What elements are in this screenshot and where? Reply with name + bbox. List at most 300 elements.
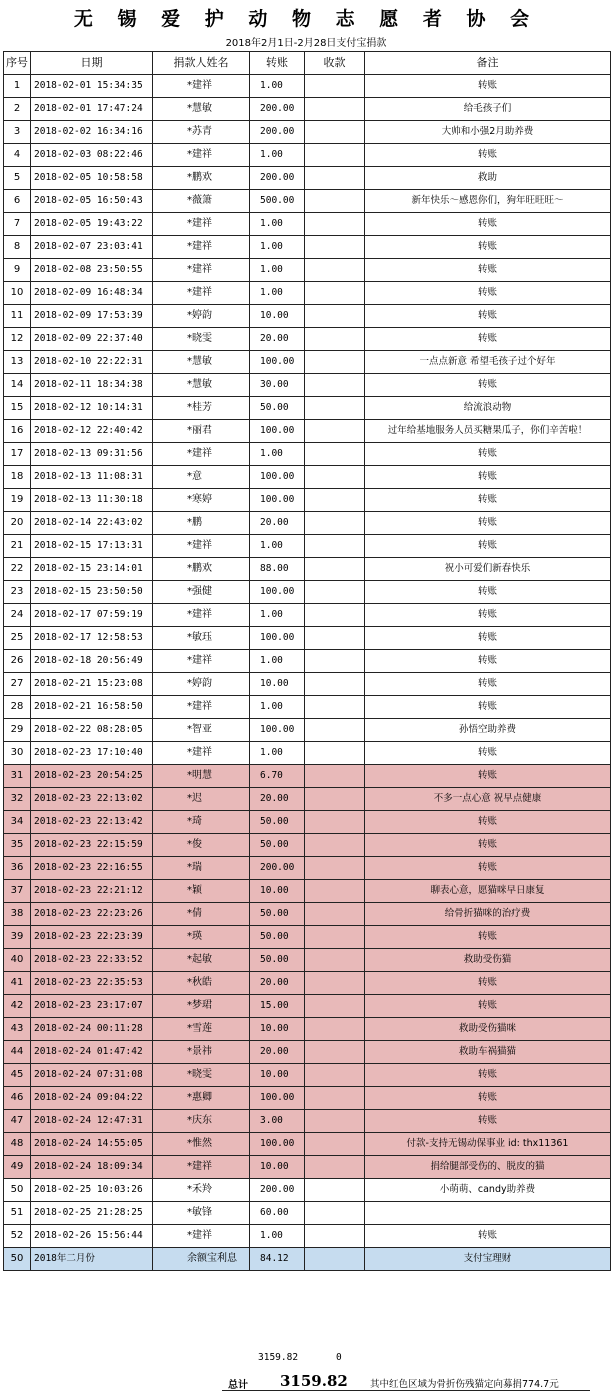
row-donor-name: *建祥	[153, 144, 250, 167]
row-donor-name: *建祥	[153, 282, 250, 305]
row-remark: 孙悟空助养费	[365, 719, 611, 742]
row-date: 2018-02-01 15:34:35	[31, 75, 153, 98]
row-donor-name: *起敏	[153, 949, 250, 972]
row-date: 2018-02-05 10:58:58	[31, 167, 153, 190]
row-date: 2018-02-22 08:28:05	[31, 719, 153, 742]
row-transfer-amount: 88.00	[250, 558, 305, 581]
table-row	[4, 98, 611, 121]
row-index: 16	[4, 420, 31, 443]
row-remark: 大帅和小强2月助养费	[365, 121, 611, 144]
row-index: 24	[4, 604, 31, 627]
row-date: 2018-02-15 17:13:31	[31, 535, 153, 558]
row-date: 2018-02-23 22:13:42	[31, 811, 153, 834]
row-received	[305, 1087, 365, 1110]
row-transfer-amount: 100.00	[250, 466, 305, 489]
row-remark: 不多一点心意 祝早点健康	[365, 788, 611, 811]
table-row	[4, 213, 611, 236]
row-remark: 转账	[365, 236, 611, 259]
row-index: 30	[4, 742, 31, 765]
table-row	[4, 765, 611, 788]
row-remark: 转账	[365, 604, 611, 627]
table-row	[4, 949, 611, 972]
table-row	[4, 581, 611, 604]
row-remark: 转账	[365, 926, 611, 949]
row-donor-name: *景祎	[153, 1041, 250, 1064]
row-remark: 给骨折猫咪的治疗费	[365, 903, 611, 926]
row-donor-name: *晓雯	[153, 1064, 250, 1087]
row-received	[305, 489, 365, 512]
row-remark: 转账	[365, 627, 611, 650]
row-transfer-amount: 3.00	[250, 1110, 305, 1133]
row-index: 50	[4, 1179, 31, 1202]
row-date: 2018-02-08 23:50:55	[31, 259, 153, 282]
row-transfer-amount: 200.00	[250, 857, 305, 880]
row-transfer-amount: 1.00	[250, 443, 305, 466]
table-row	[4, 1225, 611, 1248]
row-remark: 转账	[365, 742, 611, 765]
row-date: 2018-02-17 12:58:53	[31, 627, 153, 650]
row-index: 31	[4, 765, 31, 788]
row-index: 51	[4, 1202, 31, 1225]
row-transfer-amount: 15.00	[250, 995, 305, 1018]
row-remark: 转账	[365, 443, 611, 466]
row-received	[305, 1110, 365, 1133]
row-transfer-amount: 1.00	[250, 1225, 305, 1248]
row-transfer-amount: 1.00	[250, 259, 305, 282]
table-row	[4, 926, 611, 949]
table-row	[4, 1087, 611, 1110]
row-index: 29	[4, 719, 31, 742]
row-received	[305, 1133, 365, 1156]
row-date: 2018-02-23 22:23:26	[31, 903, 153, 926]
table-row	[4, 535, 611, 558]
row-remark: 聊表心意，愿猫咪早日康复	[365, 880, 611, 903]
row-received	[305, 121, 365, 144]
row-donor-name: *颖	[153, 880, 250, 903]
row-remark: 转账	[365, 305, 611, 328]
row-index: 27	[4, 673, 31, 696]
table-row	[4, 903, 611, 926]
table-footer	[0, 1346, 612, 1391]
row-received	[305, 443, 365, 466]
row-index: 41	[4, 972, 31, 995]
row-index: 8	[4, 236, 31, 259]
row-date: 2018-02-24 01:47:42	[31, 1041, 153, 1064]
row-received	[305, 1179, 365, 1202]
row-date: 2018-02-23 17:10:40	[31, 742, 153, 765]
row-date: 2018-02-03 08:22:46	[31, 144, 153, 167]
row-date: 2018年二月份	[31, 1248, 153, 1271]
row-transfer-amount: 10.00	[250, 673, 305, 696]
row-index: 14	[4, 374, 31, 397]
row-donor-name: *晓雯	[153, 328, 250, 351]
row-date: 2018-02-23 22:16:55	[31, 857, 153, 880]
row-remark: 转账	[365, 259, 611, 282]
row-transfer-amount: 10.00	[250, 1064, 305, 1087]
row-index: 35	[4, 834, 31, 857]
row-donor-name: *倩	[153, 903, 250, 926]
row-transfer-amount: 100.00	[250, 719, 305, 742]
row-date: 2018-02-13 11:30:18	[31, 489, 153, 512]
row-remark: 救助车祸猫猫	[365, 1041, 611, 1064]
row-donor-name: *建祥	[153, 650, 250, 673]
row-index: 10	[4, 282, 31, 305]
received-sum: 0	[336, 1352, 342, 1363]
header-received: 收款	[305, 52, 365, 75]
row-donor-name: *婷韵	[153, 673, 250, 696]
row-received	[305, 696, 365, 719]
row-received	[305, 765, 365, 788]
row-received	[305, 1202, 365, 1225]
row-index: 20	[4, 512, 31, 535]
row-received	[305, 949, 365, 972]
row-remark: 转账	[365, 1110, 611, 1133]
row-received	[305, 581, 365, 604]
row-date: 2018-02-10 22:22:31	[31, 351, 153, 374]
table-row	[4, 1248, 611, 1271]
row-donor-name: *禾羚	[153, 1179, 250, 1202]
row-remark: 付款-支持无锡动保事业 id: thx11361	[365, 1133, 611, 1156]
row-received	[305, 1156, 365, 1179]
row-received	[305, 167, 365, 190]
row-received	[305, 834, 365, 857]
row-received	[305, 627, 365, 650]
header-transfer: 转账	[250, 52, 305, 75]
table-row	[4, 880, 611, 903]
row-received	[305, 282, 365, 305]
row-index: 23	[4, 581, 31, 604]
table-row	[4, 1041, 611, 1064]
row-transfer-amount: 20.00	[250, 328, 305, 351]
row-donor-name: *桂芳	[153, 397, 250, 420]
table-row	[4, 719, 611, 742]
table-row	[4, 489, 611, 512]
table-row	[4, 742, 611, 765]
row-date: 2018-02-18 20:56:49	[31, 650, 153, 673]
row-received	[305, 305, 365, 328]
row-received	[305, 926, 365, 949]
row-remark: 转账	[365, 995, 611, 1018]
row-remark: 转账	[365, 144, 611, 167]
row-index: 39	[4, 926, 31, 949]
row-donor-name: *建祥	[153, 75, 250, 98]
row-donor-name: *建祥	[153, 1156, 250, 1179]
row-received	[305, 650, 365, 673]
row-received	[305, 880, 365, 903]
row-remark: 转账	[365, 489, 611, 512]
row-donor-name: *鹏欢	[153, 558, 250, 581]
row-index: 44	[4, 1041, 31, 1064]
row-date: 2018-02-23 22:23:39	[31, 926, 153, 949]
row-received	[305, 1018, 365, 1041]
row-remark: 转账	[365, 328, 611, 351]
row-index: 22	[4, 558, 31, 581]
row-date: 2018-02-23 22:21:12	[31, 880, 153, 903]
row-transfer-amount: 20.00	[250, 972, 305, 995]
row-transfer-amount: 100.00	[250, 351, 305, 374]
row-transfer-amount: 10.00	[250, 880, 305, 903]
row-index: 5	[4, 167, 31, 190]
row-received	[305, 144, 365, 167]
row-received	[305, 995, 365, 1018]
row-transfer-amount: 100.00	[250, 581, 305, 604]
row-index: 18	[4, 466, 31, 489]
total-note: 其中红色区域为骨折伤残猫定向募捐774.7元	[370, 1379, 559, 1390]
row-date: 2018-02-21 16:58:50	[31, 696, 153, 719]
row-donor-name: 余额宝利息	[153, 1248, 250, 1271]
row-transfer-amount: 60.00	[250, 1202, 305, 1225]
row-remark: 给毛孩子们	[365, 98, 611, 121]
row-index: 28	[4, 696, 31, 719]
row-donor-name: *建祥	[153, 259, 250, 282]
table-row	[4, 190, 611, 213]
row-index: 48	[4, 1133, 31, 1156]
row-transfer-amount: 50.00	[250, 811, 305, 834]
row-date: 2018-02-23 22:13:02	[31, 788, 153, 811]
row-remark: 转账	[365, 581, 611, 604]
row-transfer-amount: 20.00	[250, 512, 305, 535]
row-date: 2018-02-12 10:14:31	[31, 397, 153, 420]
table-row	[4, 167, 611, 190]
row-date: 2018-02-12 22:40:42	[31, 420, 153, 443]
row-transfer-amount: 50.00	[250, 834, 305, 857]
row-remark: 转账	[365, 374, 611, 397]
row-date: 2018-02-26 15:56:44	[31, 1225, 153, 1248]
table-row	[4, 351, 611, 374]
row-remark: 转账	[365, 1225, 611, 1248]
row-donor-name: *强健	[153, 581, 250, 604]
row-remark: 给流浪动物	[365, 397, 611, 420]
row-donor-name: *惟然	[153, 1133, 250, 1156]
row-transfer-amount: 1.00	[250, 213, 305, 236]
row-donor-name: *慧敏	[153, 98, 250, 121]
row-remark: 一点点新意 希望毛孩子过个好年	[365, 351, 611, 374]
row-date: 2018-02-24 14:55:05	[31, 1133, 153, 1156]
row-remark: 转账	[365, 512, 611, 535]
row-remark: 过年给基地服务人员买糖果瓜子，你们辛苦啦！	[365, 420, 611, 443]
row-transfer-amount: 1.00	[250, 650, 305, 673]
row-remark: 转账	[365, 696, 611, 719]
row-transfer-amount: 50.00	[250, 903, 305, 926]
donation-table	[3, 51, 611, 1271]
row-date: 2018-02-23 22:33:52	[31, 949, 153, 972]
row-received	[305, 972, 365, 995]
row-date: 2018-02-09 22:37:40	[31, 328, 153, 351]
row-received	[305, 420, 365, 443]
row-donor-name: *建祥	[153, 742, 250, 765]
row-index: 47	[4, 1110, 31, 1133]
row-date: 2018-02-23 20:54:25	[31, 765, 153, 788]
row-date: 2018-02-02 16:34:16	[31, 121, 153, 144]
row-donor-name: *梦珺	[153, 995, 250, 1018]
row-remark: 转账	[365, 834, 611, 857]
row-index: 21	[4, 535, 31, 558]
row-transfer-amount: 100.00	[250, 1087, 305, 1110]
row-index: 6	[4, 190, 31, 213]
row-donor-name: *敏珏	[153, 627, 250, 650]
row-remark: 救助受伤猫	[365, 949, 611, 972]
row-transfer-amount: 50.00	[250, 926, 305, 949]
row-date: 2018-02-05 19:43:22	[31, 213, 153, 236]
header-index: 序号	[4, 52, 31, 75]
table-row	[4, 857, 611, 880]
row-transfer-amount: 200.00	[250, 98, 305, 121]
row-received	[305, 903, 365, 926]
row-date: 2018-02-23 22:15:59	[31, 834, 153, 857]
row-transfer-amount: 1.00	[250, 144, 305, 167]
row-remark: 转账	[365, 75, 611, 98]
row-received	[305, 604, 365, 627]
row-transfer-amount: 1.00	[250, 75, 305, 98]
row-date: 2018-02-13 11:08:31	[31, 466, 153, 489]
row-received	[305, 190, 365, 213]
row-transfer-amount: 84.12	[250, 1248, 305, 1271]
table-row	[4, 282, 611, 305]
row-transfer-amount: 200.00	[250, 1179, 305, 1202]
table-row	[4, 627, 611, 650]
row-transfer-amount: 100.00	[250, 489, 305, 512]
table-row	[4, 788, 611, 811]
row-index: 50	[4, 1248, 31, 1271]
row-date: 2018-02-09 17:53:39	[31, 305, 153, 328]
row-index: 32	[4, 788, 31, 811]
row-transfer-amount: 1.00	[250, 282, 305, 305]
row-received	[305, 466, 365, 489]
total-value: 3159.82	[280, 1372, 348, 1390]
row-index: 46	[4, 1087, 31, 1110]
row-donor-name: *惠卿	[153, 1087, 250, 1110]
row-transfer-amount: 500.00	[250, 190, 305, 213]
row-donor-name: *明慧	[153, 765, 250, 788]
row-remark: 救助	[365, 167, 611, 190]
row-remark: 支付宝理财	[365, 1248, 611, 1271]
row-donor-name: *秋皓	[153, 972, 250, 995]
row-donor-name: *薇箫	[153, 190, 250, 213]
row-donor-name: *俊	[153, 834, 250, 857]
row-donor-name: *鹏	[153, 512, 250, 535]
table-row	[4, 466, 611, 489]
row-date: 2018-02-05 16:50:43	[31, 190, 153, 213]
row-date: 2018-02-24 12:47:31	[31, 1110, 153, 1133]
row-date: 2018-02-21 15:23:08	[31, 673, 153, 696]
row-index: 40	[4, 949, 31, 972]
row-transfer-amount: 20.00	[250, 788, 305, 811]
row-received	[305, 558, 365, 581]
table-row	[4, 397, 611, 420]
table-row	[4, 374, 611, 397]
row-transfer-amount: 100.00	[250, 420, 305, 443]
row-received	[305, 259, 365, 282]
row-remark: 转账	[365, 1087, 611, 1110]
table-row	[4, 443, 611, 466]
row-transfer-amount: 1.00	[250, 696, 305, 719]
row-date: 2018-02-24 09:04:22	[31, 1087, 153, 1110]
row-remark: 转账	[365, 213, 611, 236]
row-transfer-amount: 1.00	[250, 742, 305, 765]
row-transfer-amount: 1.00	[250, 604, 305, 627]
row-date: 2018-02-24 07:31:08	[31, 1064, 153, 1087]
row-transfer-amount: 10.00	[250, 1018, 305, 1041]
row-index: 15	[4, 397, 31, 420]
table-row	[4, 1156, 611, 1179]
table-row	[4, 558, 611, 581]
row-remark: 捐给腿部受伤的、脱皮的猫	[365, 1156, 611, 1179]
row-donor-name: *苏青	[153, 121, 250, 144]
row-received	[305, 374, 365, 397]
row-remark: 转账	[365, 1064, 611, 1087]
row-received	[305, 98, 365, 121]
row-index: 34	[4, 811, 31, 834]
row-transfer-amount: 100.00	[250, 1133, 305, 1156]
table-row	[4, 995, 611, 1018]
row-remark: 转账	[365, 811, 611, 834]
row-received	[305, 857, 365, 880]
row-index: 26	[4, 650, 31, 673]
row-transfer-amount: 200.00	[250, 167, 305, 190]
row-received	[305, 1225, 365, 1248]
transfer-sum: 3159.82	[258, 1352, 299, 1363]
row-received	[305, 213, 365, 236]
row-donor-name: *鹏欢	[153, 167, 250, 190]
row-received	[305, 397, 365, 420]
row-index: 1	[4, 75, 31, 98]
row-received	[305, 788, 365, 811]
row-received	[305, 328, 365, 351]
row-received	[305, 673, 365, 696]
row-index: 2	[4, 98, 31, 121]
row-index: 49	[4, 1156, 31, 1179]
row-date: 2018-02-09 16:48:34	[31, 282, 153, 305]
row-remark: 小萌萌、candy助养费	[365, 1179, 611, 1202]
row-remark: 转账	[365, 857, 611, 880]
row-donor-name: *琦	[153, 811, 250, 834]
row-remark: 祝小可爱们新春快乐	[365, 558, 611, 581]
row-date: 2018-02-24 18:09:34	[31, 1156, 153, 1179]
row-date: 2018-02-07 23:03:41	[31, 236, 153, 259]
table-row	[4, 1110, 611, 1133]
row-date: 2018-02-11 18:34:38	[31, 374, 153, 397]
row-index: 9	[4, 259, 31, 282]
table-row	[4, 121, 611, 144]
row-donor-name: *建祥	[153, 1225, 250, 1248]
row-transfer-amount: 1.00	[250, 236, 305, 259]
row-received	[305, 742, 365, 765]
row-transfer-amount: 200.00	[250, 121, 305, 144]
row-transfer-amount: 30.00	[250, 374, 305, 397]
row-date: 2018-02-23 23:17:07	[31, 995, 153, 1018]
row-remark: 转账	[365, 765, 611, 788]
row-donor-name: *建祥	[153, 236, 250, 259]
row-remark: 转账	[365, 673, 611, 696]
header-remarks: 备注	[365, 52, 611, 75]
table-row	[4, 650, 611, 673]
table-row	[4, 259, 611, 282]
header-donor-name: 捐款人姓名	[153, 52, 250, 75]
row-remark: 新年快乐～感恩你们，狗年旺旺旺～	[365, 190, 611, 213]
row-donor-name: *建祥	[153, 535, 250, 558]
table-row	[4, 512, 611, 535]
row-index: 37	[4, 880, 31, 903]
table-row	[4, 673, 611, 696]
table-header-row	[4, 52, 611, 75]
row-donor-name: *庆东	[153, 1110, 250, 1133]
row-index: 42	[4, 995, 31, 1018]
table-row	[4, 75, 611, 98]
row-donor-name: *丽君	[153, 420, 250, 443]
row-donor-name: *建祥	[153, 213, 250, 236]
row-donor-name: *建祥	[153, 696, 250, 719]
row-date: 2018-02-24 00:11:28	[31, 1018, 153, 1041]
